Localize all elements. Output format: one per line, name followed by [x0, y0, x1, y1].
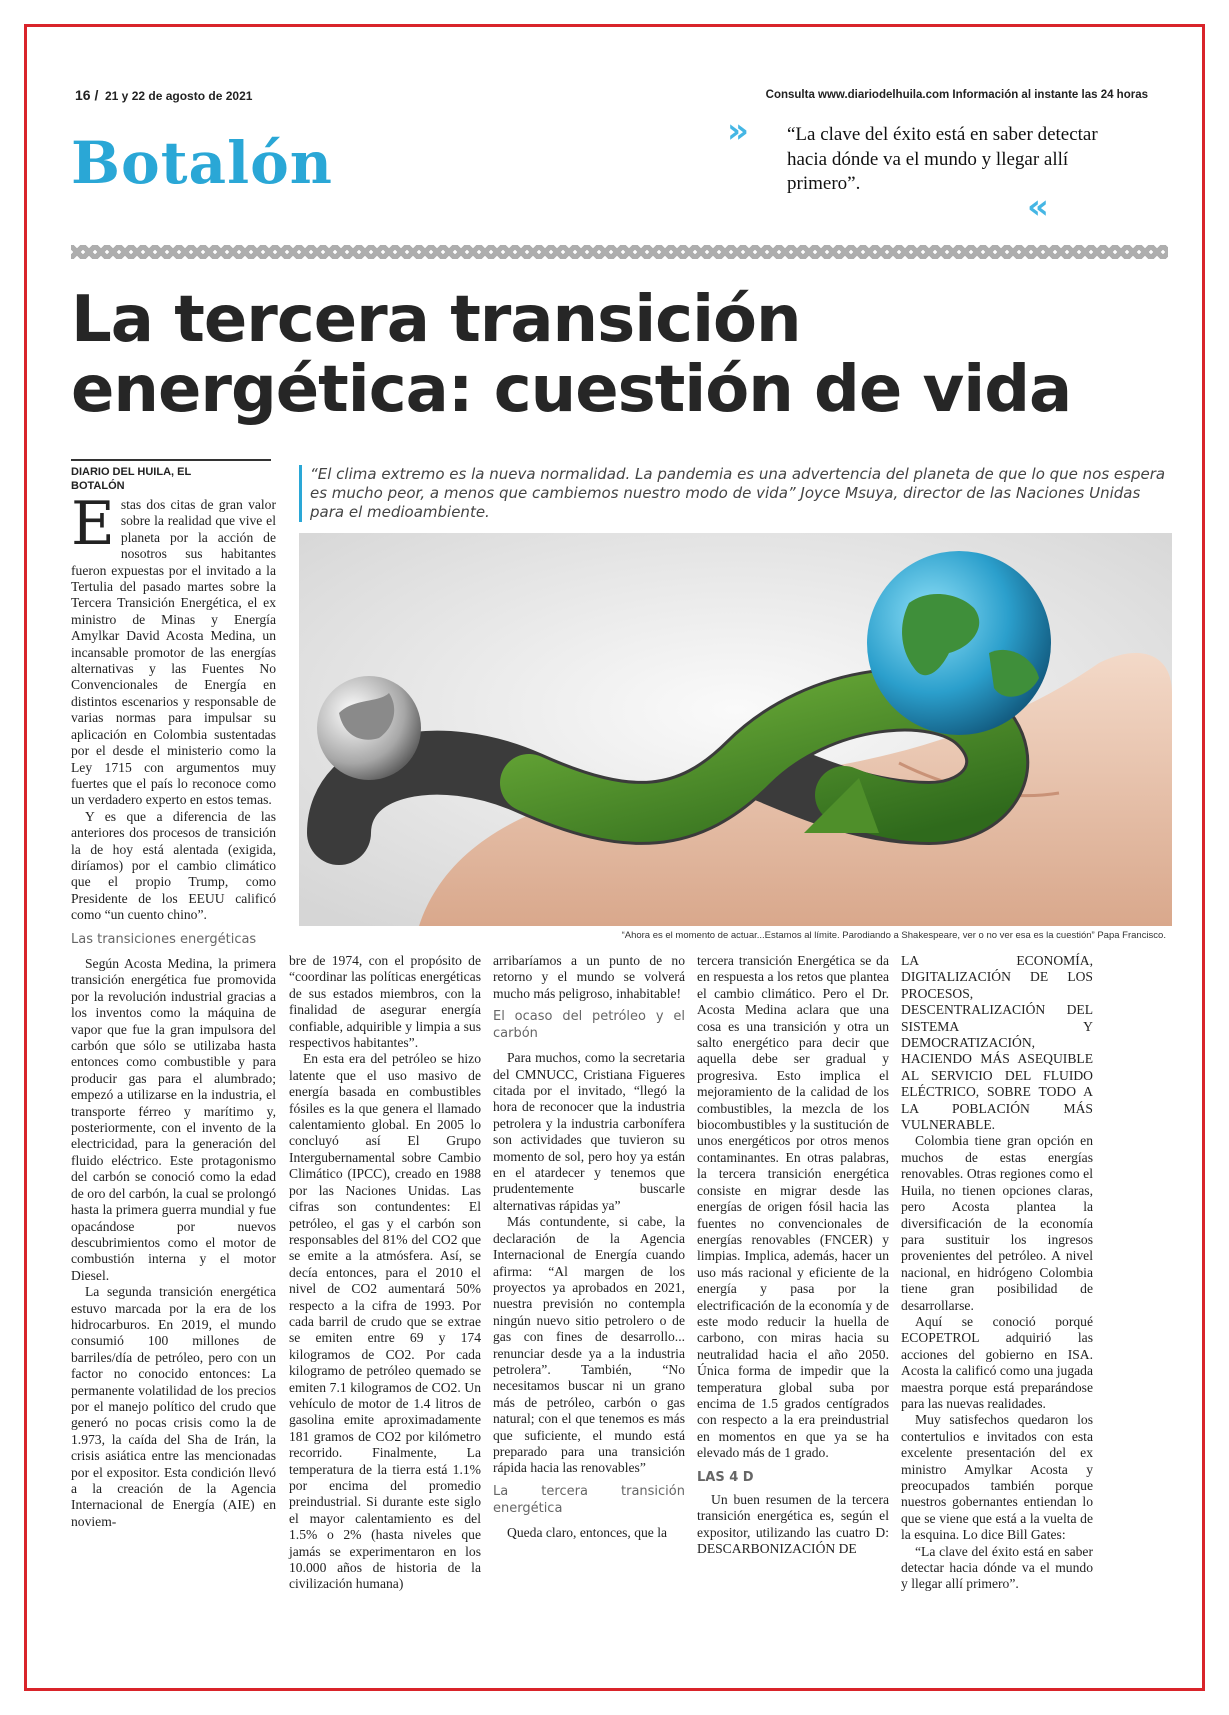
col1-paragraph-1: Según Acosta Medina, la primera transición energética fue promovida por la revolución industrial gracias a los inventos como la máquina de vapor que fue la gran impulsora del carbón que sólo se utilizaba hasta entonces como combustible y para producir gas para el alumbrado; empezó a utilizarse en la industria, el transporte férreo y marítimo y, posteriormente, con el invento de la electricidad, para la generación del fluido eléctrico. Este protagonismo del carbón se conoció como la edad de oro del carbón, la cual se prolongó hasta la primera guerra mundial y fue opacándose por nuevos descubrimientos como el motor de combustión interna y el motor Diesel. [71, 956, 276, 1283]
col3-paragraph-2: Para muchos, como la secretaria del CMNUCC, Cristiana Figueres citada por el invitado, “llegó la hora de reconocer que la industria petrolera y la industria carbonífera son actividades que tuvieron su momento de sol, pero hoy ya están en el atardecer y tenemos que prudentemente buscarle alternativas rápidas ya” [493, 1050, 685, 1213]
byline-line-2: BOTALÓN [71, 480, 125, 492]
subhead-transiciones: Las transiciones energéticas [71, 932, 257, 947]
top-quote: “La clave del éxito está en saber detectar hacia dónde va el mundo y llegar allí primero”. [787, 124, 1098, 195]
article-column-4 [697, 953, 889, 1558]
col5-paragraph-4: Muy satisfechos quedaron los contertulios e invitados con esta excelente presentación del ex ministro Amylkar Acosta y preocupados también porque nuestros gobernantes entiendan lo que se viene que está a la vuelta de la esquina. Lo dice Bill Gates: [901, 1412, 1093, 1543]
col5-paragraph-2: Colombia tiene gran opción en muchos de estas energías renovables. Otras regiones como el Huila, no tienen opciones claras, pero Acosta plantea la diversificación de la economía para sustituir los ingresos provenientes del petróleo. A nivel nacional, en hidrógeno Colombia tiene gran posibilidad de desarrollarse. [901, 1133, 1093, 1313]
photo-caption: “Ahora es el momento de actuar...Estamos al límite. Parodiando a Shakespeare, ver o no ver esa es la cuestión” Papa Francisco. [621, 930, 1166, 941]
headline-line-2: energética: cuestión de vida [71, 353, 1072, 427]
col5-paragraph-1: LA ECONOMÍA, DIGITALIZACIÓN DE LOS PROCESOS, DESCENTRALIZACIÓN DEL SISTEMA Y DEMOCRATIZACIÓN, HACIENDO MÁS ASEQUIBLE AL SERVICIO DEL FLUIDO ELÉCTRICO, SOBRE TODO A LA POBLACIÓN MÁS VULNERABLE. [901, 953, 1093, 1133]
article-column-5 [901, 953, 1093, 1593]
pull-quote: “El clima extremo es la nueva normalidad. La pandemia es una advertencia del planeta de que lo que nos espera es mucho peor, a menos que cambiemos nuestro modo de vida” Joyce Msuya, director de las Naciones Unidas para el medioambiente. [299, 465, 1169, 522]
intro-paragraph-1-text: stas dos citas de gran valor sobre la realidad que vive el planeta por la acción de nosotros sus habitantes fueron expuestas por el invitado a la Tertulia del pasado martes sobre la Tercera Transición Energética, el ex ministro de Minas y Energía Amylkar David Acosta Medina, un incansable promotor de las energías alternativas y las Fuentes No Convencionales de Energía en distintos escenarios y responsable de varias normas para impulsar su aplicación en Colombia sustentadas por el desde el ministerio como la Ley 1715 con argumentos muy fuertes que el país lo reconoce como un verdadero experto en estos temas. [71, 497, 276, 808]
headline [71, 285, 1181, 425]
col5-paragraph-5: “La clave del éxito está en saber detectar hacia dónde va el mundo y llegar allí primero”. [901, 1543, 1093, 1592]
col3-paragraph-4: Queda claro, entonces, que la [507, 1524, 668, 1540]
headline-line-1: La tercera transición [71, 283, 801, 357]
intro-paragraph-1 [71, 489, 276, 809]
grey-globe-icon [317, 676, 421, 780]
article-column-1 [71, 925, 276, 1530]
page-number: 16 / [75, 87, 99, 103]
quote-open-chevron-icon: » [727, 111, 743, 151]
col3-paragraph-3: Más contundente, si cabe, la declaración de la Agencia Internacional de Energía cuando afirma: “Al margen de los proyectos ya aprobados en 2021, nuestra previsión no contempla ningún nuevo sitio petrolero o de gas con fines de desarrollo... renunciar desde ya a la industria petrolera”. También, “No necesitamos buscar ni un grano más de petróleo, carbón o gas natural; con el que tenemos es más que suficiente, el mundo está preparado para una transición rápida hacia las renovables” [493, 1214, 685, 1476]
newspaper-page [24, 24, 1205, 1691]
article-photo [299, 533, 1172, 926]
byline-line-1: DIARIO DEL HUILA, EL [71, 466, 192, 478]
site-line: Consulta www.diariodelhuila.com Información al instante las 24 horas [765, 89, 1148, 101]
section-title: Botalón [71, 129, 333, 197]
col5-paragraph-3: Aquí se conoció porqué ECOPETROL adquirió las acciones del gobierno en ISA. Acosta la calificó como una jugada maestra porque está preparándose para las nuevas realidades. [901, 1313, 1093, 1411]
byline-rule [71, 459, 271, 461]
subhead-ocaso: El ocaso del petróleo y el carbón [493, 1009, 685, 1042]
earth-globe-icon [867, 551, 1051, 735]
col4-paragraph-1: tercera transición Energética se da en respuesta a los retos que plantea el cambio climático. Pero el Dr. Acosta Medina aclara que una cosa es una transición y otra un salto energético para decir que aquella debe ser gradual y progresiva. Esto implica el mejoramiento de la calidad de los combustibles, la mezcla de los biocombustibles y la sustitución de unos energéticos por otros menos contaminantes. En otras palabras, la tercera transición energética consiste en migrar desde las energías de origen fósil hacia las fuentes no convencionales de energías renovables (FNCER) y limpias. Implica, además, hacer un uso más racional y eficiente de la energía y pasa por la electrificación de la economía y de este modo reducir la huella de carbono, con miras hacia su neutralidad hacia el año 2050. Única forma de impedir que la temperatura global suba por encima de 1.5 grados centígrados con respecto a la era preindustrial en momentos en que ya se ha elevado más de 1 grado. [697, 953, 889, 1461]
article-column-2 [289, 953, 481, 1593]
subhead-tercera-transicion: La tercera transición energética [493, 1483, 685, 1516]
section-divider [71, 245, 1168, 259]
drop-cap: E [71, 489, 115, 559]
article-intro [71, 489, 276, 924]
col3-paragraph-1: arribaríamos a un punto de no retorno y el mundo se volverá mucho más peligroso, inhabitable! [493, 953, 685, 1001]
intro-paragraph-2: Y es que a diferencia de las anteriores dos procesos de transición la de hoy está alentada (exigida, diríamos) por el cambio climático que el propio Trump, como Presidente de los EEUU calificó como “un cuento chino”. [71, 808, 276, 923]
col4-paragraph-2: Un buen resumen de la tercera transición energética es, según el expositor, utilizando las cuatro D: DESCARBONIZACIÓN DE [697, 1492, 889, 1557]
col1-paragraph-2: La segunda transición energética estuvo marcada por la era de los hidrocarburos. En 2019, el mundo consumió 100 millones de barriles/día de petróleo, pero con un factor no conocido entonces: La permanente volatilidad de los precios por el manejo político del crudo que generó no pocas crisis como la de 1.973, la caída del Sha de Irán, la crisis asiática entre las mencionadas por el expositor. Esta condición llevó a la creación de la Agencia Internacional de Energía (AIE) en noviem- [71, 1284, 276, 1529]
col2-paragraph-2: En esta era del petróleo se hizo latente que el uso masivo de energía basada en combustibles fósiles es la que genera el llamado calentamiento global. En 2005 lo concluyó así El Grupo Intergubernamental sobre Cambio Climático (IPCC), creado en 1988 por las Naciones Unidas. Las cifras son contundentes: El petróleo, el gas y el carbón son responsables del 81% del CO2 que se emite a la atmósfera. Así, se decía entonces, para el 2010 el nivel de CO2 aumentará 50% respecto a la cifra de 1993. Por cada barril de crudo que se extrae se emiten entre 69 y 174 kilogramos de CO2. Por cada kilogramo de petróleo quemado se emiten 7.1 kilogramos de CO2. Un vehículo de motor de 1.4 litros de gasolina emite aproximadamente 181 gramos de CO2 por kilómetro recorrido. Finalmente, La temperatura de la tierra está 1.1% por encima del promedio preindustrial. Si durante este siglo el mayor calentamiento es del 1.5% o 2% (hasta niveles que jamás se experimentaron en los 10.000 años de historia de la civilización humana) [289, 1051, 481, 1592]
col2-paragraph-1: bre de 1974, con el propósito de “coordinar las políticas energéticas de sus estados miembros, con la finalidad de asegurar energía confiable, adquirible y limpia a sus respectivos habitantes”. [289, 953, 481, 1051]
article-photo-illustration [299, 533, 1172, 926]
page-date: 21 y 22 de agosto de 2021 [105, 89, 253, 103]
subhead-las-4d: LAS 4 D [697, 1469, 754, 1485]
article-column-3 [493, 953, 685, 1541]
quote-close-chevron-icon: « [1027, 187, 1043, 227]
